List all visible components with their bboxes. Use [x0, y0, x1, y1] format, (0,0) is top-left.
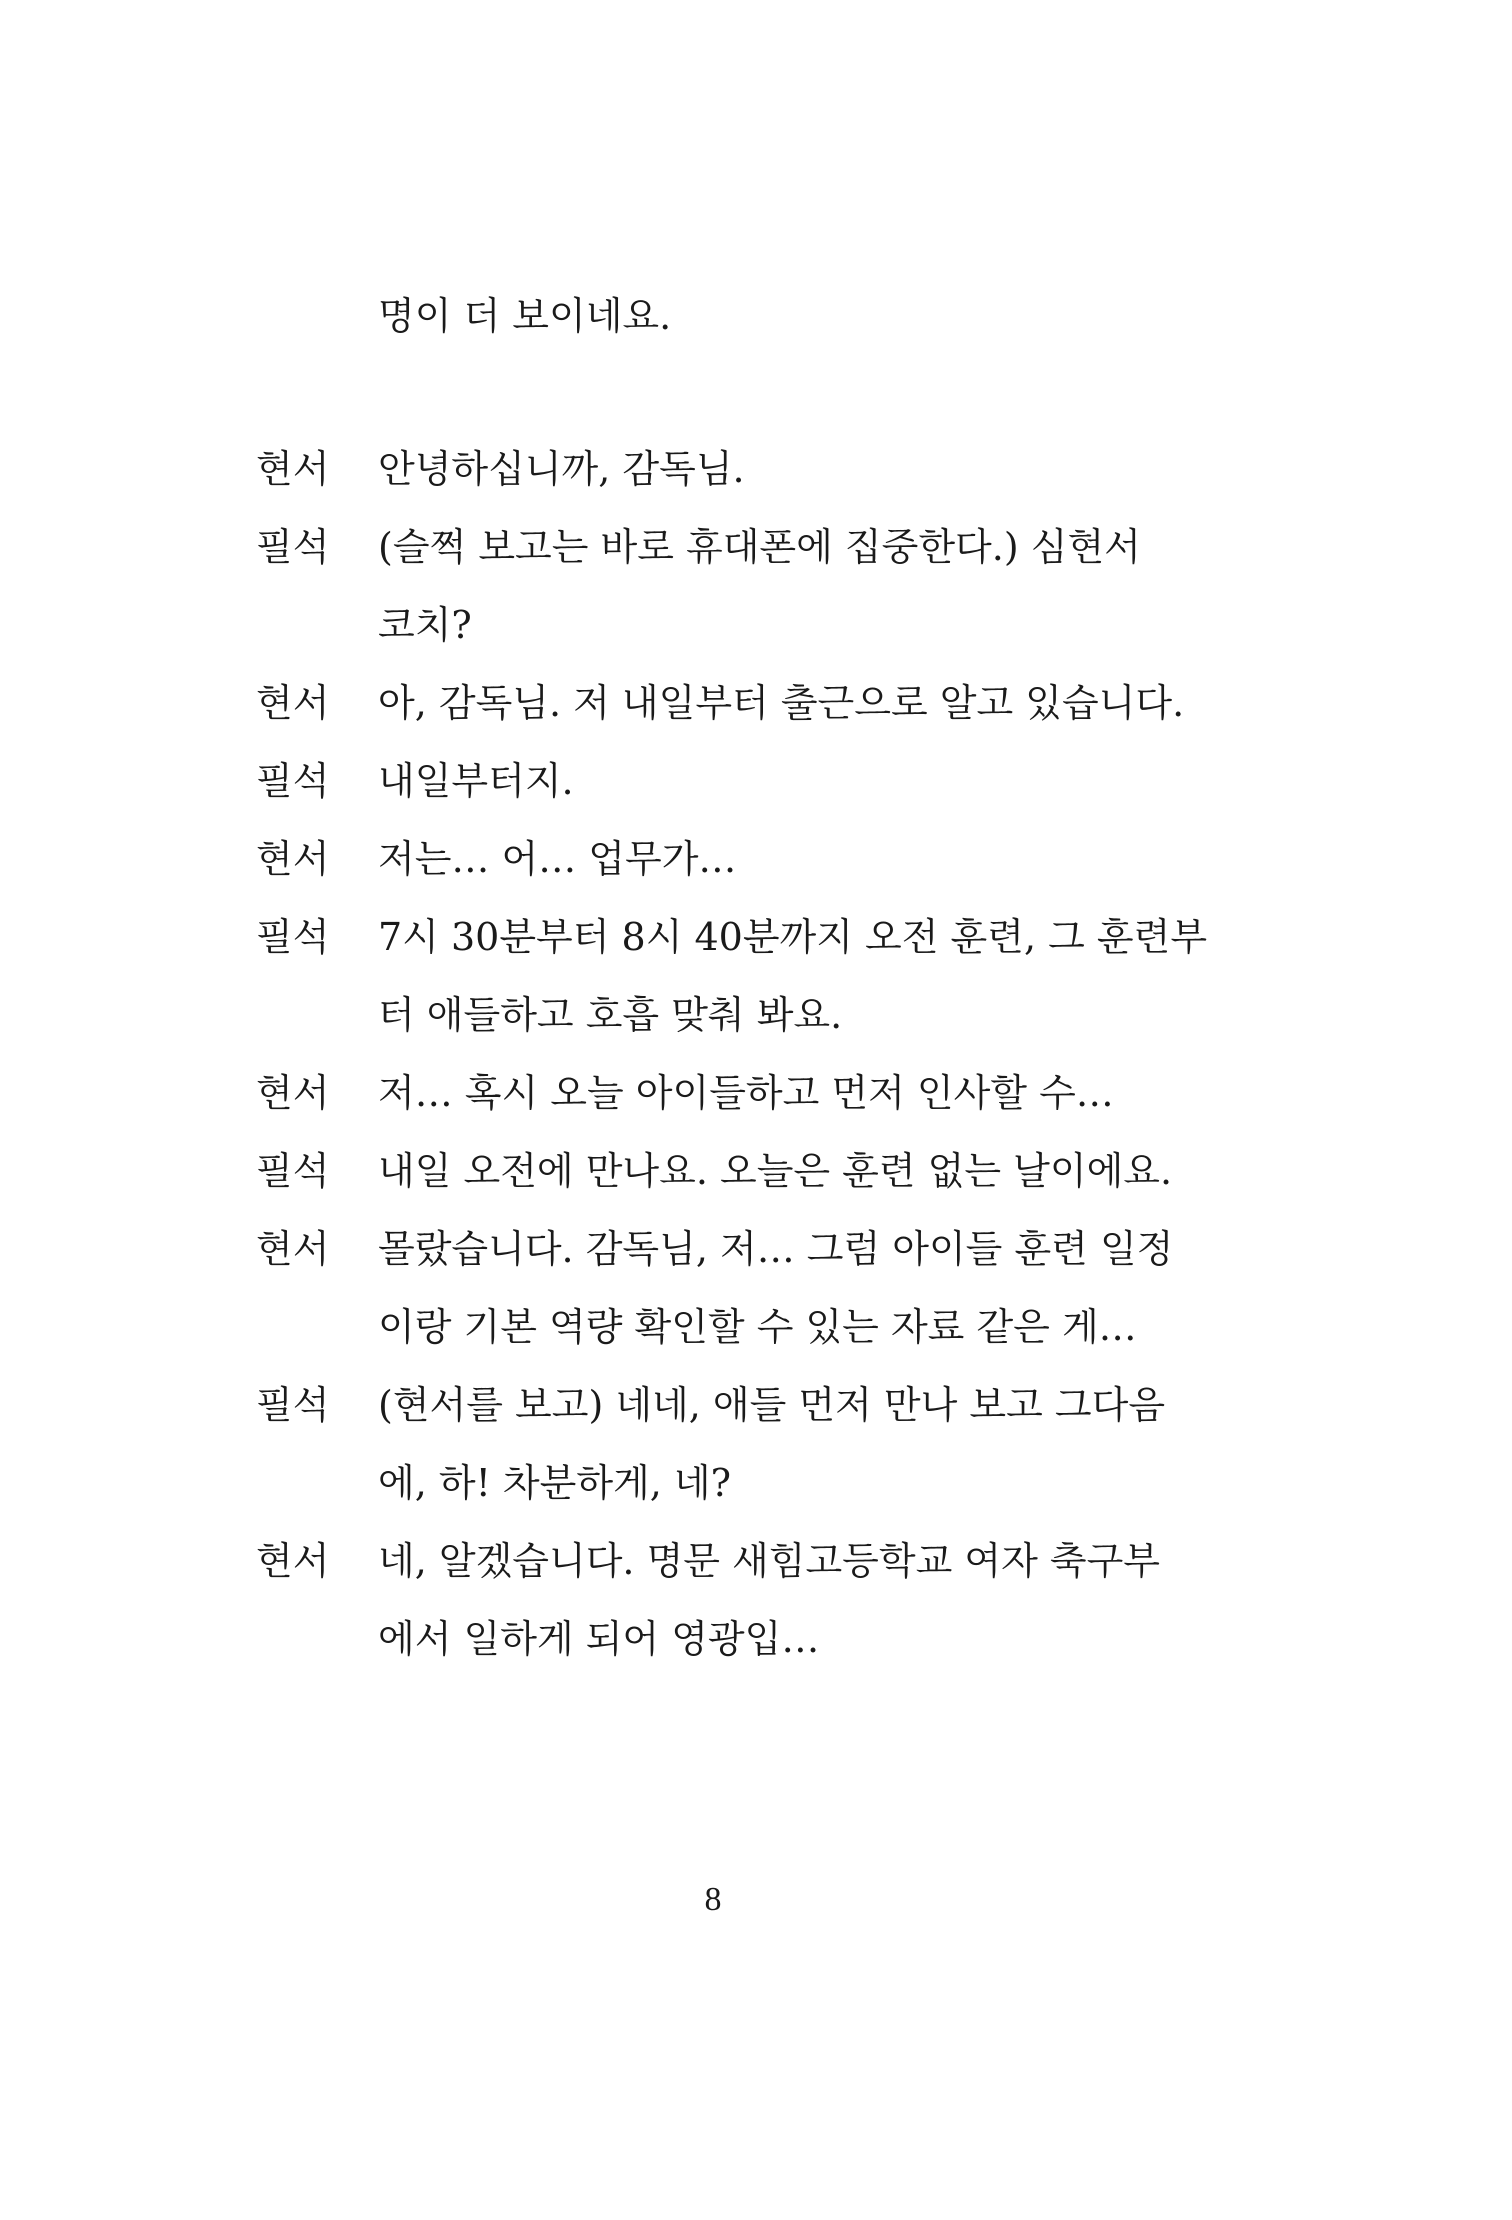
continuation-line: 명이 더 보이네요. [378, 294, 672, 338]
speaker-name: 현서 [256, 447, 330, 491]
dialogue-line: 에, 하! 차분하게, 네? [378, 1461, 731, 1505]
speaker-name: 필석 [256, 1383, 330, 1427]
dialogue-line: 안녕하십니까, 감독님. [378, 447, 745, 491]
speaker-name: 필석 [256, 915, 330, 959]
speaker-name: 필석 [256, 525, 330, 569]
dialogue-line: 몰랐습니다. 감독님, 저… 그럼 아이들 훈련 일정 [378, 1227, 1174, 1271]
speaker-name: 현서 [256, 1539, 330, 1583]
dialogue-line: 네, 알겠습니다. 명문 새힘고등학교 여자 축구부 [378, 1539, 1161, 1583]
dialogue-line: 저… 혹시 오늘 아이들하고 먼저 인사할 수… [378, 1071, 1114, 1115]
page-number: 8 [704, 1881, 722, 1918]
dialogue-line: 이랑 기본 역량 확인할 수 있는 자료 같은 게… [378, 1305, 1137, 1349]
dialogue-line: (슬쩍 보고는 바로 휴대폰에 집중한다.) 심현서 [378, 525, 1141, 569]
dialogue-line: (현서를 보고) 네네, 애들 먼저 만나 보고 그다음 [378, 1383, 1166, 1427]
speaker-name: 현서 [256, 1071, 330, 1115]
dialogue-line: 에서 일하게 되어 영광입… [378, 1617, 820, 1661]
dialogue-line: 7시 30분부터 8시 40분까지 오전 훈련, 그 훈련부 [378, 915, 1208, 959]
dialogue-line: 내일 오전에 만나요. 오늘은 훈련 없는 날이에요. [378, 1149, 1173, 1193]
speaker-name: 필석 [256, 759, 330, 803]
dialogue-line: 아, 감독님. 저 내일부터 출근으로 알고 있습니다. [378, 681, 1185, 725]
speaker-name: 현서 [256, 837, 330, 881]
dialogue-line: 코치? [378, 603, 472, 647]
dialogue-line: 저는… 어… 업무가… [378, 837, 737, 881]
speaker-name: 현서 [256, 1227, 330, 1271]
dialogue-line: 터 애들하고 호흡 맞춰 봐요. [378, 993, 843, 1037]
speaker-name: 필석 [256, 1149, 330, 1193]
speaker-name: 현서 [256, 681, 330, 725]
dialogue-line: 내일부터지. [378, 759, 574, 803]
